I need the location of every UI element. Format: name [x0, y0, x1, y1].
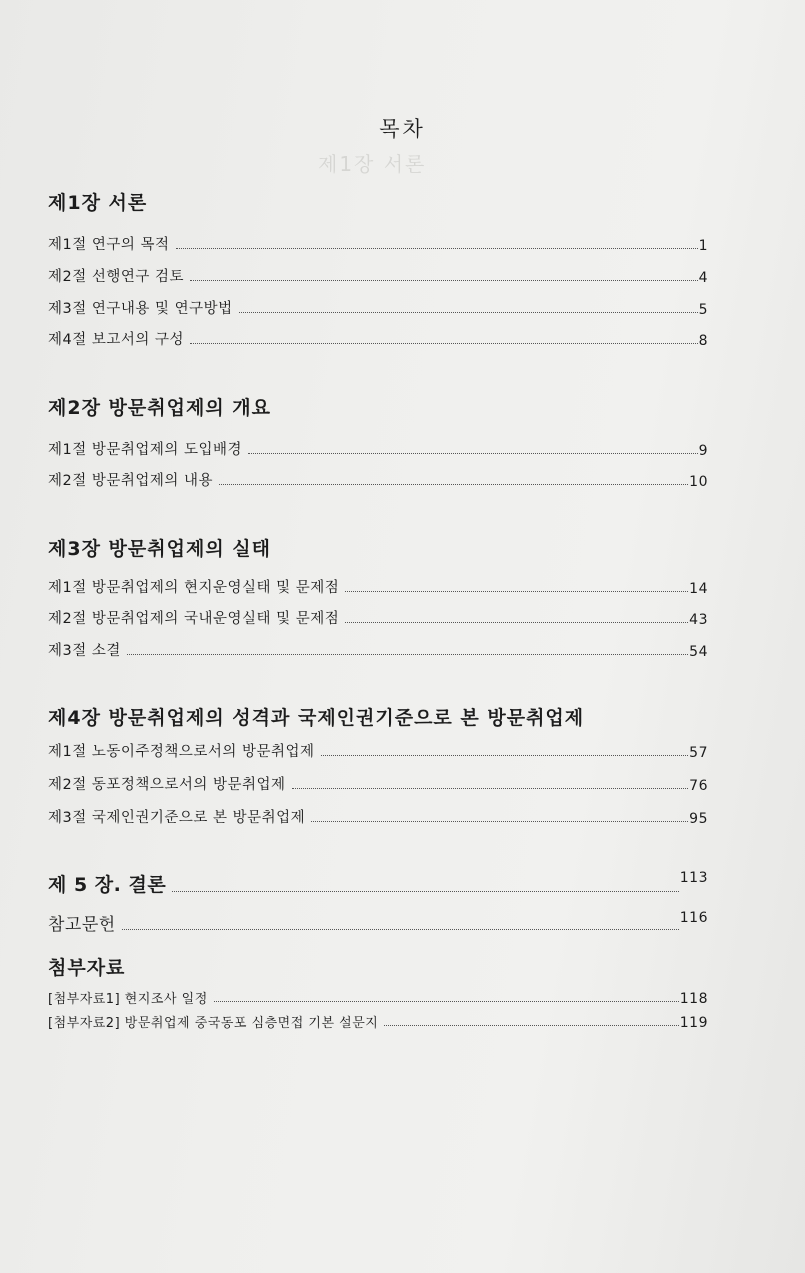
- toc-entry: [48, 328, 708, 349]
- toc-entry: [48, 297, 708, 318]
- leader-dots: [219, 483, 688, 485]
- chapter-heading: 제3장 방문취업제의 실태: [48, 538, 271, 560]
- appendix-heading: 첨부자료: [48, 957, 126, 979]
- toc-entry: [48, 1012, 708, 1031]
- toc-entry: [48, 639, 708, 660]
- page-number: 10: [689, 474, 708, 490]
- page-number: 5: [698, 302, 708, 318]
- page-number: 8: [698, 333, 708, 349]
- leader-dots: [190, 342, 698, 344]
- leader-dots: [214, 1000, 679, 1002]
- page-title: 목차: [379, 117, 426, 141]
- toc-entry: [48, 740, 708, 761]
- toc-entry: [48, 438, 708, 459]
- entry-label: 제2절 동포정책으로서의 방문취업제: [48, 777, 286, 793]
- entry-label: 제3절 국제인권기준으로 본 방문취업제: [48, 810, 306, 826]
- toc-entry: [48, 773, 708, 794]
- entry-label: 제2절 방문취업제의 국내운영실태 및 문제점: [48, 611, 340, 627]
- toc-entry-chapter-5: [48, 870, 708, 897]
- chapter-heading: 제1장 서론: [48, 192, 148, 214]
- entry-label: 제2절 선행연구 검토: [48, 269, 184, 285]
- entry-label: 참고문헌: [48, 915, 116, 935]
- page-number: 119: [679, 1015, 708, 1031]
- leader-dots: [122, 928, 679, 930]
- toc-entry: [48, 469, 708, 490]
- page-number: 57: [689, 745, 708, 761]
- page-number: 116: [679, 910, 708, 926]
- leader-dots: [172, 890, 679, 892]
- entry-label: 제1절 방문취업제의 현지운영실태 및 문제점: [48, 580, 340, 596]
- entry-label: 제1절 연구의 목적: [48, 237, 170, 253]
- leader-dots: [292, 787, 689, 789]
- page-number: 4: [698, 270, 708, 286]
- leader-dots: [248, 452, 698, 454]
- toc-entry-references: [48, 910, 708, 935]
- toc-entry: [48, 576, 708, 597]
- entry-label: 제3절 연구내용 및 연구방법: [48, 301, 233, 317]
- entry-label: [첨부자료2] 방문취업제 중국동포 심층면접 기본 설문지: [48, 1016, 379, 1031]
- page-number: 54: [689, 644, 708, 660]
- leader-dots: [127, 653, 688, 655]
- page-number: 1: [698, 238, 708, 254]
- page-number: 43: [689, 612, 708, 628]
- bleed-through-text: 제1장 서론: [318, 152, 427, 176]
- page-number: 118: [679, 991, 708, 1007]
- leader-dots: [321, 754, 689, 756]
- entry-label: 제 5 장. 결론: [48, 874, 167, 896]
- entry-label: 제4절 보고서의 구성: [48, 332, 184, 348]
- page-number: 9: [698, 443, 708, 459]
- page-number: 14: [689, 581, 708, 597]
- page-number: 76: [689, 778, 708, 794]
- leader-dots: [345, 590, 688, 592]
- toc-entry: [48, 988, 708, 1007]
- toc-entry: [48, 233, 708, 254]
- leader-dots: [311, 820, 688, 822]
- leader-dots: [345, 621, 688, 623]
- leader-dots: [176, 247, 698, 249]
- toc-entry: [48, 607, 708, 628]
- leader-dots: [190, 279, 698, 281]
- entry-label: 제1절 방문취업제의 도입배경: [48, 442, 243, 458]
- entry-label: [첨부자료1] 현지조사 일정: [48, 992, 208, 1007]
- entry-label: 제2절 방문취업제의 내용: [48, 473, 214, 489]
- toc-entry: [48, 265, 708, 286]
- page-number: 95: [689, 811, 708, 827]
- entry-label: 제3절 소결: [48, 643, 121, 659]
- toc-entry: [48, 806, 708, 827]
- page-number: 113: [679, 870, 708, 886]
- leader-dots: [384, 1024, 678, 1026]
- entry-label: 제1절 노동이주정책으로서의 방문취업제: [48, 744, 315, 760]
- chapter-heading: 제2장 방문취업제의 개요: [48, 397, 271, 419]
- leader-dots: [239, 311, 698, 313]
- chapter-heading: 제4장 방문취업제의 성격과 국제인권기준으로 본 방문취업제: [48, 707, 585, 729]
